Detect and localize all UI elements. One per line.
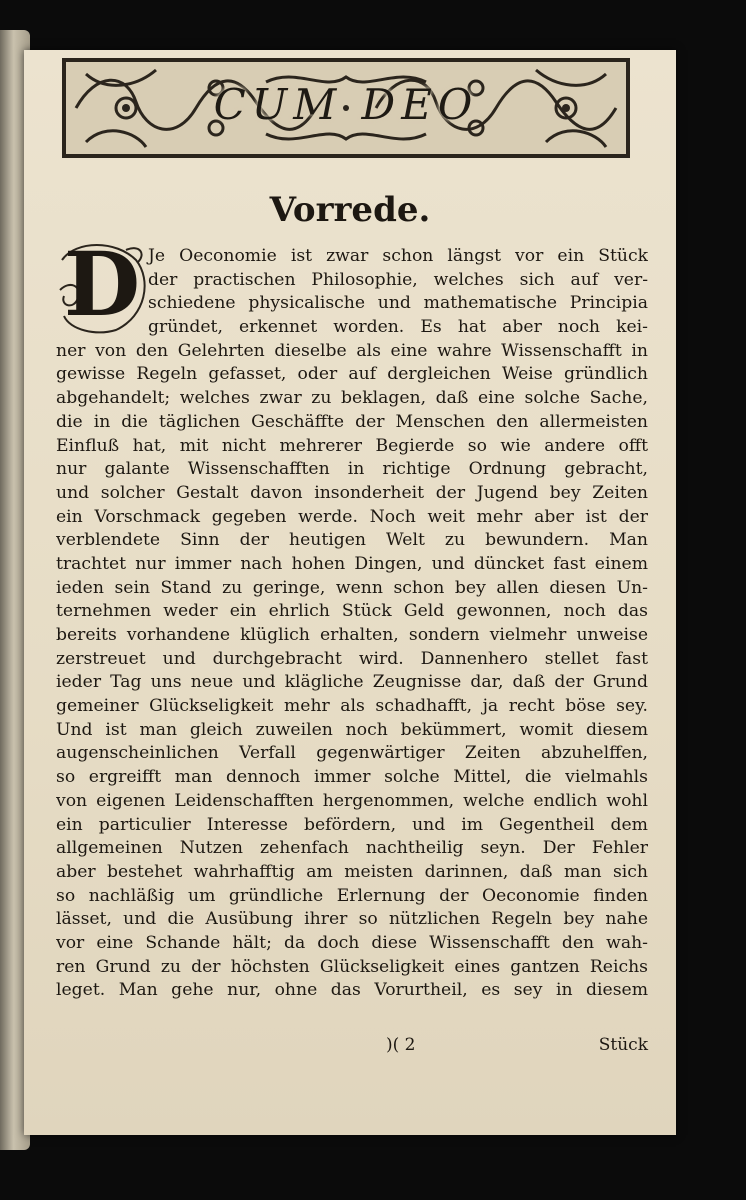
page-footer: [56, 1035, 648, 1061]
text-line: aber bestehet wahrhafftig am meisten darinnen, daß man sich: [56, 861, 648, 882]
text-line: so ergreifft man dennoch immer solche Mittel, die vielmahls: [56, 767, 648, 788]
text-line: nur galante Wissenschafften in richtige Ordnung gebracht,: [56, 459, 648, 480]
text-line: so nachläßig um gründliche Erlernung der Oeconomie finden: [56, 885, 648, 906]
ornamental-banner: [62, 58, 630, 158]
text-line: ein particulier Interesse befördern, und im Gegentheil dem: [56, 814, 648, 835]
text-line: trachtet nur immer nach hohen Dingen, und düncket fast einem: [56, 553, 648, 574]
text-line: abgehandelt; welches zwar zu beklagen, daß eine solche Sache,: [56, 388, 648, 409]
text-line: allgemeinen Nutzen zehenfach nachtheilig seyn. Der Fehler: [56, 838, 648, 859]
text-line: von eigenen Leidenschafften hergenommen, welche endlich wohl: [56, 790, 648, 811]
drop-cap-letter: D: [63, 232, 141, 336]
text-line: augenscheinlichen Verfall gegenwärtiger Zeiten abzuhelffen,: [56, 743, 648, 764]
text-line: ren Grund zu der höchsten Glückseligkeit eines gantzen Reichs: [56, 956, 648, 977]
text-line: Je Oeconomie ist zwar schon längst vor ein Stück: [148, 246, 648, 266]
book-page: [24, 50, 676, 1135]
text-line: lässet, und die Ausübung ihrer so nützlichen Regeln bey nahe: [56, 909, 648, 930]
text-line: gemeiner Glückseligkeit mehr als schadhafft, ja recht böse sey.: [56, 696, 648, 717]
text-line: bereits vorhandene klüglich erhalten, sondern vielmehr unweise: [56, 625, 648, 645]
text-line: Und ist man gleich zuweilen noch bekümmert, womit diesem: [56, 719, 648, 740]
text-line: die in die täglichen Geschäffte der Menschen den allermeisten: [56, 411, 648, 432]
text-line: ieden sein Stand zu geringe, wenn schon bey allen diesen Un-: [56, 577, 648, 598]
banner-motto: CUM DEO: [213, 80, 479, 129]
text-line: ternehmen weder ein ehrlich Stück Geld gewonnen, noch das: [56, 601, 648, 622]
text-line: zerstreuet und durchgebracht wird. Dannenhero stellet fast: [56, 648, 648, 669]
text-line: und solcher Gestalt davon insonderheit der Jugend bey Zeiten: [56, 482, 648, 503]
signature-mark: )( 2: [386, 1035, 416, 1055]
text-line: schiedene physicalische und mathematische Principia: [148, 293, 648, 314]
text-line: gewisse Regeln gefasset, oder auf dergleichen Weise gründlich: [56, 364, 648, 385]
text-line: der practischen Philosophie, welches sich auf ver-: [148, 269, 648, 290]
catchword: Stück: [598, 1035, 648, 1055]
preface-text: [56, 245, 648, 1003]
text-line: gründet, erkennet worden. Es hat aber noch kei-: [148, 317, 648, 338]
text-line: verblendete Sinn der heutigen Welt zu bewundern. Man: [56, 530, 648, 551]
text-line: ieder Tag uns neue und klägliche Zeugnisse dar, daß der Grund: [56, 672, 648, 693]
text-line: Einfluß hat, mit nicht mehrerer Begierde so wie andere offt: [56, 435, 648, 456]
text-line: ner von den Gelehrten dieselbe als eine wahre Wissenschafft in: [56, 340, 648, 361]
page-heading: Vorrede.: [269, 190, 431, 230]
text-line: vor eine Schande hält; da doch diese Wissenschafft den wah-: [56, 932, 648, 953]
text-line: leget. Man gehe nur, ohne das Vorurtheil, es sey in diesem: [56, 980, 648, 1001]
text-line: ein Vorschmack gegeben werde. Noch weit mehr aber ist der: [56, 506, 648, 527]
